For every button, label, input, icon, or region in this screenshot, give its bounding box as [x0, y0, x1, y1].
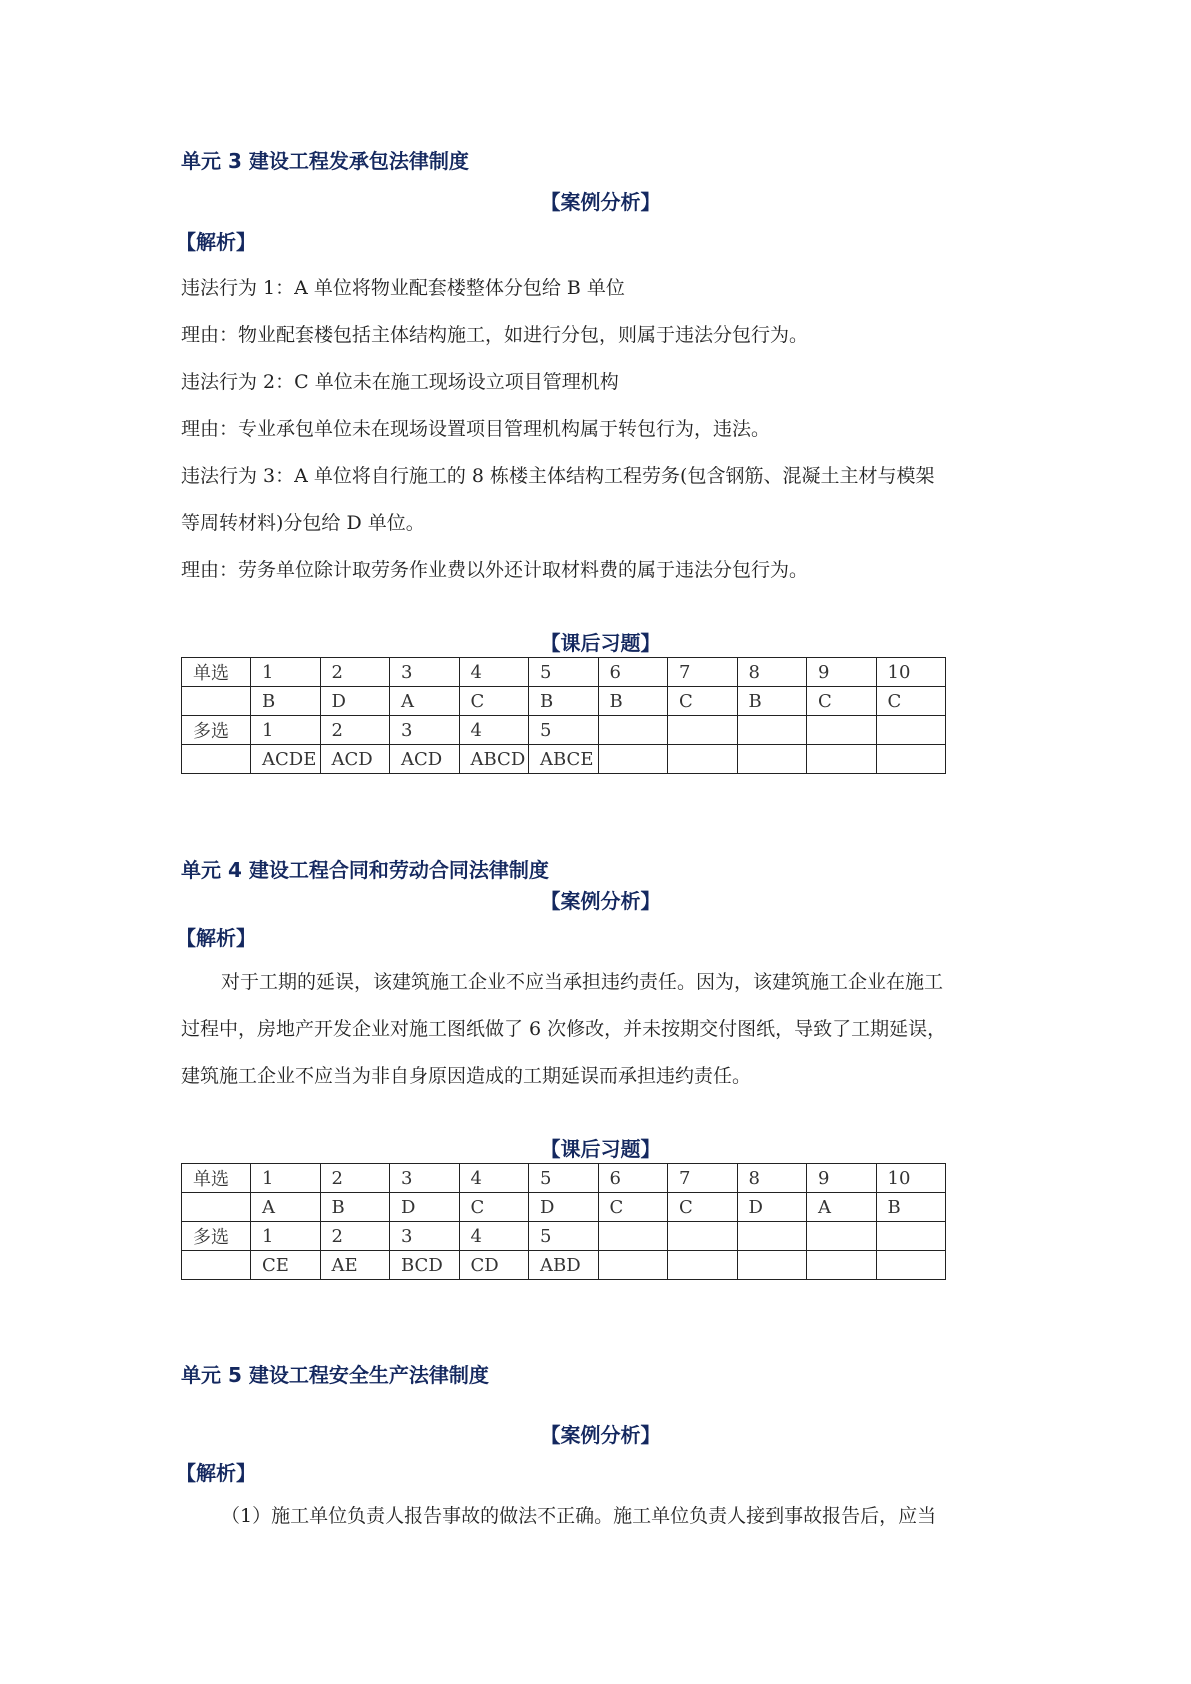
table-cell: ACD	[390, 745, 460, 774]
table-cell: C	[668, 687, 738, 716]
table-cell	[598, 1251, 668, 1280]
table-cell: 4	[459, 1164, 529, 1193]
table-cell: A	[807, 1193, 877, 1222]
table-cell	[876, 745, 946, 774]
unit-4-exercise-heading: 【课后习题】	[540, 1137, 661, 1161]
table-cell: C	[807, 687, 877, 716]
table-cell	[876, 716, 946, 745]
table-cell: C	[598, 1193, 668, 1222]
table-row	[182, 687, 946, 716]
table-cell	[182, 1193, 251, 1222]
unit-3-line: 理由：专业承包单位未在现场设置项目管理机构属于转包行为，违法。	[181, 418, 771, 440]
table-cell	[807, 1222, 877, 1251]
unit-3-line: 违法行为 3：A 单位将自行施工的 8 栋楼主体结构工程劳务(包含钢筋、混凝土主材与模架	[181, 465, 935, 487]
table-cell: 6	[598, 658, 668, 687]
table-row	[182, 1251, 946, 1280]
table-cell: B	[251, 687, 321, 716]
table-cell: 1	[251, 658, 321, 687]
table-row	[182, 658, 946, 687]
table-cell: 2	[320, 658, 390, 687]
unit-4-line: 对于工期的延误，该建筑施工企业不应当承担违约责任。因为，该建筑施工企业在施工	[221, 971, 944, 993]
table-cell	[737, 716, 807, 745]
table-cell	[737, 1222, 807, 1251]
table-cell: 8	[737, 658, 807, 687]
table-cell: B	[320, 1193, 390, 1222]
table-cell	[668, 1251, 738, 1280]
table-cell: 6	[598, 1164, 668, 1193]
table-cell	[182, 687, 251, 716]
table-cell: C	[668, 1193, 738, 1222]
table-cell: 5	[529, 1222, 599, 1251]
unit-5-line: （1）施工单位负责人报告事故的做法不正确。施工单位负责人接到事故报告后，应当	[221, 1505, 937, 1527]
table-cell	[807, 745, 877, 774]
unit-5-case-heading: 【案例分析】	[540, 1423, 661, 1447]
unit-4-title: 单元 4 建设工程合同和劳动合同法律制度	[181, 858, 549, 882]
table-cell	[737, 1251, 807, 1280]
unit-3-case-heading: 【案例分析】	[540, 190, 661, 214]
unit-3-exercise-heading: 【课后习题】	[540, 631, 661, 655]
unit-4-line: 建筑施工企业不应当为非自身原因造成的工期延误而承担违约责任。	[181, 1065, 752, 1087]
unit-5-analysis-heading: 【解析】	[176, 1461, 256, 1485]
unit-4-line: 过程中，房地产开发企业对施工图纸做了 6 次修改，并未按期交付图纸，导致了工期延误，	[181, 1018, 947, 1040]
unit-3-line: 等周转材料)分包给 D 单位。	[181, 512, 425, 534]
table-cell: 9	[807, 1164, 877, 1193]
table-cell: 1	[251, 1222, 321, 1251]
table-cell	[876, 1251, 946, 1280]
table-cell: D	[320, 687, 390, 716]
table-cell: 7	[668, 1164, 738, 1193]
table-cell	[807, 716, 877, 745]
table-cell: 2	[320, 1222, 390, 1251]
table-cell: 4	[459, 658, 529, 687]
table-cell: B	[737, 687, 807, 716]
table-cell	[668, 716, 738, 745]
unit-3-analysis-heading: 【解析】	[176, 230, 256, 254]
table-cell: CE	[251, 1251, 321, 1280]
table-cell	[182, 1251, 251, 1280]
unit-4-answer-table	[181, 1163, 946, 1280]
table-cell	[668, 745, 738, 774]
unit-3-line: 违法行为 1：A 单位将物业配套楼整体分包给 B 单位	[181, 277, 625, 299]
table-cell: 多选	[182, 716, 251, 745]
table-cell	[737, 745, 807, 774]
table-cell: 2	[320, 716, 390, 745]
table-cell: 4	[459, 1222, 529, 1251]
table-cell: 3	[390, 1164, 460, 1193]
table-cell: 1	[251, 716, 321, 745]
table-cell: 4	[459, 716, 529, 745]
table-cell	[598, 1222, 668, 1251]
unit-3-title: 单元 3 建设工程发承包法律制度	[181, 149, 469, 173]
table-cell: 5	[529, 1164, 599, 1193]
table-cell: ACDE	[251, 745, 321, 774]
table-row	[182, 1222, 946, 1251]
table-cell: CD	[459, 1251, 529, 1280]
table-cell: C	[876, 687, 946, 716]
table-row	[182, 716, 946, 745]
table-cell: 单选	[182, 658, 251, 687]
table-cell: B	[598, 687, 668, 716]
table-cell: 10	[876, 1164, 946, 1193]
unit-5-title: 单元 5 建设工程安全生产法律制度	[181, 1363, 489, 1387]
table-row	[182, 1193, 946, 1222]
table-cell: 1	[251, 1164, 321, 1193]
unit-4-analysis-heading: 【解析】	[176, 926, 256, 950]
table-cell: 8	[737, 1164, 807, 1193]
table-cell: 单选	[182, 1164, 251, 1193]
table-cell	[598, 716, 668, 745]
unit-3-line: 理由：物业配套楼包括主体结构施工，如进行分包，则属于违法分包行为。	[181, 324, 809, 346]
unit-3-line: 违法行为 2：C 单位未在施工现场设立项目管理机构	[181, 371, 619, 393]
table-cell: 5	[529, 716, 599, 745]
table-cell	[876, 1222, 946, 1251]
unit-4-case-heading: 【案例分析】	[540, 889, 661, 913]
table-cell: 2	[320, 1164, 390, 1193]
table-cell: ABCD	[459, 745, 529, 774]
table-cell: 3	[390, 1222, 460, 1251]
table-cell: D	[529, 1193, 599, 1222]
table-row	[182, 745, 946, 774]
table-cell: C	[459, 687, 529, 716]
table-cell	[807, 1251, 877, 1280]
table-cell: AE	[320, 1251, 390, 1280]
table-cell: D	[737, 1193, 807, 1222]
table-cell: A	[251, 1193, 321, 1222]
table-cell: 5	[529, 658, 599, 687]
table-cell: 7	[668, 658, 738, 687]
unit-3-answer-table	[181, 657, 946, 774]
table-cell: C	[459, 1193, 529, 1222]
table-cell: B	[876, 1193, 946, 1222]
table-cell	[668, 1222, 738, 1251]
table-cell: 3	[390, 716, 460, 745]
table-cell: ACD	[320, 745, 390, 774]
table-cell: A	[390, 687, 460, 716]
table-cell: 10	[876, 658, 946, 687]
table-row	[182, 1164, 946, 1193]
table-cell: D	[390, 1193, 460, 1222]
table-cell: 9	[807, 658, 877, 687]
table-cell: 3	[390, 658, 460, 687]
table-cell: B	[529, 687, 599, 716]
table-cell: 多选	[182, 1222, 251, 1251]
table-cell: ABCE	[529, 745, 599, 774]
table-cell	[182, 745, 251, 774]
table-cell: ABD	[529, 1251, 599, 1280]
table-cell	[598, 745, 668, 774]
table-cell: BCD	[390, 1251, 460, 1280]
unit-3-line: 理由：劳务单位除计取劳务作业费以外还计取材料费的属于违法分包行为。	[181, 559, 809, 581]
